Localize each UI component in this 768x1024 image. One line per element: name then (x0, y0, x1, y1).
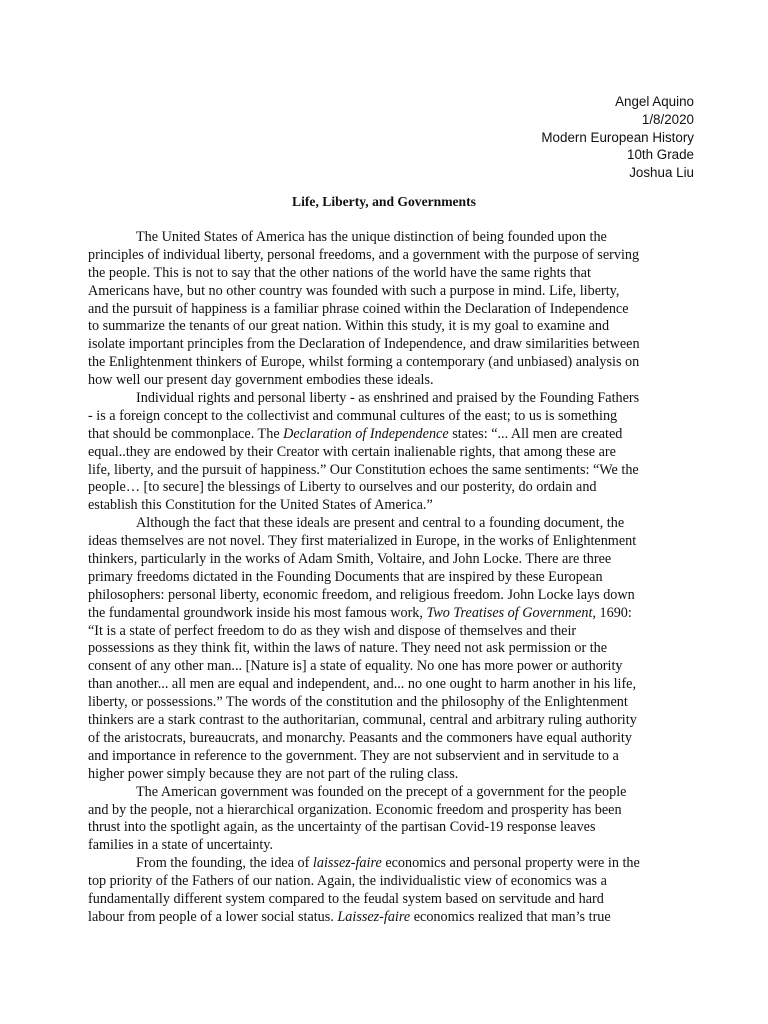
body-line (88, 283, 688, 301)
body-line (88, 712, 688, 730)
text-span: From the founding, the idea of (136, 855, 313, 872)
text-span: philosophers: personal liberty, economic freedom, and religious freedom. John Locke lays down (88, 586, 635, 603)
document-body (88, 229, 688, 927)
text-span: and the pursuit of happiness is a familiar phrase coined within the Declaration of Independence (88, 300, 629, 317)
text-span: Individual rights and personal liberty - as enshrined and praised by the Founding Fathers (136, 390, 640, 407)
text-span: isolate important principles from the Declaration of Independence, and draw similarities between (88, 336, 640, 353)
text-span: establish this Constitution for the United States of America.” (88, 497, 433, 514)
body-line (88, 909, 688, 927)
text-span: ideas themselves are not novel. They first materialized in Europe, in the works of Enlightenment (88, 533, 637, 550)
body-line (88, 354, 688, 372)
document-date: 1/8/2020 (641, 111, 694, 127)
author-name: Angel Aquino (615, 94, 694, 109)
body-line (88, 318, 688, 336)
text-span: The United States of America has the unique distinction of being founded upon the (136, 229, 607, 245)
text-span: Americans have, but no other country was founded with such a purpose in mind. Life, liberty, (88, 282, 620, 299)
body-line (88, 766, 688, 784)
body-line (88, 623, 688, 641)
text-span: principles of individual liberty, personal freedoms, and a government with the purpose of serving (88, 246, 640, 263)
body-line (88, 336, 688, 354)
body-line (88, 694, 688, 712)
body-line (88, 372, 688, 390)
body-line (88, 229, 688, 247)
body-line (88, 479, 688, 497)
text-span: thinkers, particularly in the works of Adam Smith, Voltaire, and John Locke. There are three (88, 551, 612, 568)
body-line (88, 390, 688, 408)
text-span: labour from people of a lower social status. (88, 908, 338, 925)
text-span: liberty, or possessions.” The words of the constitution and the philosophy of the Enlightenment (88, 694, 628, 711)
text-span: , 1690: (592, 604, 632, 621)
text-span: thinkers are a stark contrast to the authoritarian, communal, central and arbitrary ruling authority (88, 712, 637, 729)
text-span: top priority of the Fathers of our nation. Again, the individualistic view of economics was a (88, 873, 607, 890)
body-line (88, 784, 688, 802)
document-header (541, 93, 694, 182)
italic-text: Two Treatises of Government (426, 604, 593, 621)
body-line (88, 605, 688, 623)
text-span: higher power simply because they are not part of the ruling class. (88, 765, 459, 782)
italic-text: Laissez-faire (337, 908, 411, 925)
body-line (88, 730, 688, 748)
text-span: primary freedoms dictated in the Founding Documents that are inspired by these European (88, 568, 603, 585)
text-span: to summarize the tenants of our great nation. Within this study, it is my goal to examine and (88, 318, 610, 335)
text-span: states: “... All men are created (448, 425, 623, 442)
body-line (88, 569, 688, 587)
body-line (88, 802, 688, 820)
body-line (88, 819, 688, 837)
text-span: and importance in reference to the government. They are not subservient and in servitude to a (88, 747, 619, 764)
text-span: economics realized that man’s true (410, 908, 611, 925)
body-line (88, 640, 688, 658)
body-line (88, 265, 688, 283)
text-span: consent of any other man... [Nature is] a state of equality. No one has more power or authority (88, 658, 623, 675)
course-name: Modern European History (541, 129, 694, 145)
body-line (88, 587, 688, 605)
body-line (88, 891, 688, 909)
text-span: - is a foreign concept to the collectivist and communal cultures of the east; to us is something (88, 407, 618, 424)
text-span: the people. This is not to say that the other nations of the world have the same rights that (88, 264, 591, 281)
body-line (88, 748, 688, 766)
text-span: “It is a state of perfect freedom to do as they wish and dispose of themselves and their (88, 622, 577, 639)
body-line (88, 515, 688, 533)
italic-text: Declaration of Independence (283, 425, 449, 442)
body-line (88, 551, 688, 569)
text-span: that should be commonplace. The (88, 425, 284, 442)
body-line (88, 462, 688, 480)
text-span: life, liberty, and the pursuit of happiness.” Our Constitution echoes the same sentiments: “We the (88, 461, 639, 478)
text-span: Although the fact that these ideals are present and central to a founding document, the (136, 515, 625, 532)
text-span: and by the people, not a hierarchical organization. Economic freedom and prosperity has been (88, 801, 622, 818)
body-line (88, 247, 688, 265)
body-line (88, 658, 688, 676)
body-line (88, 676, 688, 694)
text-span: people… [to secure] the blessings of Liberty to ourselves and our posterity, do ordain and (88, 479, 597, 496)
text-span: equal..they are endowed by their Creator with certain inalienable rights, that among these are (88, 443, 616, 460)
body-line (88, 837, 688, 855)
text-span: how well our present day government embodies these ideals. (88, 372, 434, 389)
text-span: families in a state of uncertainty. (88, 837, 274, 854)
text-span: The American government was founded on the precept of a government for the people (136, 783, 627, 800)
document-title: Life, Liberty, and Governments (292, 194, 476, 209)
text-span: economics and personal property were in the (381, 855, 640, 872)
italic-text: laissez-faire (312, 855, 382, 872)
body-line (88, 426, 688, 444)
text-span: fundamentally different system compared to the feudal system based on servitude and hard (88, 890, 604, 907)
body-line (88, 301, 688, 319)
text-span: the Enlightenment thinkers of Europe, whilst forming a contemporary (and unbiased) analysis on (88, 354, 640, 371)
body-line (88, 855, 688, 873)
text-span: thrust into the spotlight again, as the uncertainty of the partisan Covid-19 response leaves (88, 819, 596, 836)
body-line (88, 533, 688, 551)
body-line (88, 873, 688, 891)
grade-level: 10th Grade (627, 147, 694, 163)
body-line (88, 444, 688, 462)
text-span: of the aristocrats, bureaucrats, and monarchy. Peasants and the commoners have equal authority (88, 729, 632, 746)
text-span: the fundamental groundwork inside his most famous work, (88, 604, 427, 621)
text-span: than another... all men are equal and independent, and... no one ought to harm another in his life, (88, 676, 637, 693)
teacher-name: Joshua Liu (629, 165, 694, 181)
body-line (88, 408, 688, 426)
body-line (88, 497, 688, 515)
text-span: possessions as they think fit, within the laws of nature. They need not ask permission or the (88, 640, 608, 657)
